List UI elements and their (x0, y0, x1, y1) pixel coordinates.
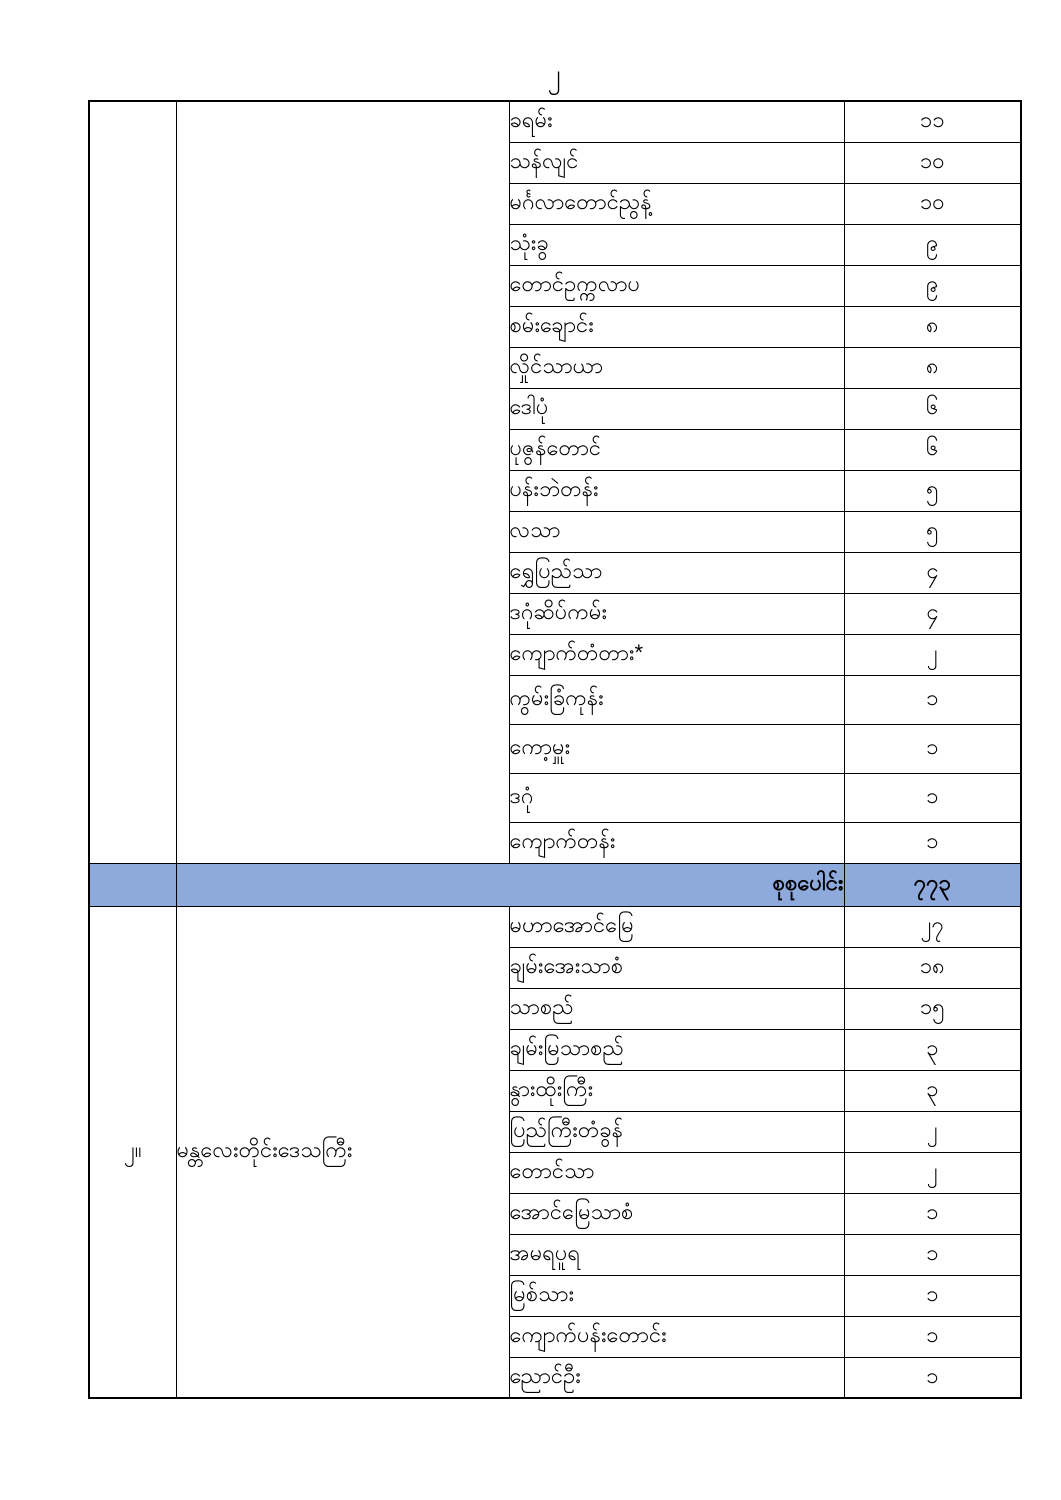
township-cell: ကျောက်ပန်းတောင်း (509, 1316, 844, 1357)
township-cell: မင်္ဂလာတောင်ညွန့် (509, 183, 844, 224)
count-cell: ၁၁ (844, 101, 1021, 142)
township-cell: မဟာအောင်မြေ (509, 906, 844, 947)
total-value-cell: ၇၇၃ (844, 863, 1021, 906)
total-serial-cell (89, 863, 176, 906)
count-cell: ၂ (844, 1111, 1021, 1152)
count-cell: ၄ (844, 552, 1021, 593)
section-region-cell (176, 101, 509, 863)
count-cell: ၁ (844, 724, 1021, 773)
township-count-table (88, 100, 1022, 1399)
section-region-cell: မန္တလေးတိုင်းဒေသကြီး (176, 906, 509, 1398)
township-cell: ကော့မှူး (509, 724, 844, 773)
count-cell: ၁၅ (844, 988, 1021, 1029)
count-cell: ၉ (844, 265, 1021, 306)
township-cell: နွားထိုးကြီး (509, 1070, 844, 1111)
count-cell: ၅ (844, 511, 1021, 552)
township-cell: ပုဇွန်တောင် (509, 429, 844, 470)
township-cell: သုံးခွ (509, 224, 844, 265)
township-cell: ဒေါပုံ (509, 388, 844, 429)
count-cell: ၁ (844, 675, 1021, 724)
township-cell: စမ်းချောင်း (509, 306, 844, 347)
page-number: ၂ (547, 59, 561, 89)
township-cell: ခရမ်း (509, 101, 844, 142)
count-cell: ၄ (844, 593, 1021, 634)
township-cell: ပြည်ကြီးတံခွန် (509, 1111, 844, 1152)
count-cell: ၃ (844, 1029, 1021, 1070)
township-cell: ချမ်းအေးသာစံ (509, 947, 844, 988)
township-cell: လှိုင်သာယာ (509, 347, 844, 388)
count-cell: ၁ (844, 1234, 1021, 1275)
township-cell: ညောင်ဦး (509, 1357, 844, 1398)
township-cell: တောင်သာ (509, 1152, 844, 1193)
count-cell: ၂ (844, 634, 1021, 675)
count-cell: ၁ (844, 1316, 1021, 1357)
township-cell: ချမ်းမြသာစည် (509, 1029, 844, 1070)
total-row (89, 863, 1021, 906)
count-cell: ၉ (844, 224, 1021, 265)
township-cell: သန်လျင် (509, 142, 844, 183)
count-cell: ၁ (844, 1357, 1021, 1398)
township-cell: ရွှေပြည်သာ (509, 552, 844, 593)
township-cell: ကွမ်းခြံကုန်း (509, 675, 844, 724)
township-cell: သာစည် (509, 988, 844, 1029)
township-cell: ကျောက်တန်း (509, 822, 844, 863)
count-cell: ၈ (844, 306, 1021, 347)
township-cell: လသာ (509, 511, 844, 552)
count-cell: ၃ (844, 1070, 1021, 1111)
table-body (89, 101, 1021, 1398)
count-cell: ၁ (844, 1193, 1021, 1234)
section-serial-cell: ၂။ (89, 906, 176, 1398)
count-cell: ၁၀ (844, 183, 1021, 224)
table-row (89, 101, 1021, 142)
count-cell: ၁ (844, 1275, 1021, 1316)
section-serial-cell (89, 101, 176, 863)
count-cell: ၆ (844, 388, 1021, 429)
township-cell: အောင်မြေသာစံ (509, 1193, 844, 1234)
count-cell: ၁၀ (844, 142, 1021, 183)
township-cell: ကျောက်တံတား* (509, 634, 844, 675)
township-cell: ဒဂုံ (509, 773, 844, 822)
count-cell: ၆ (844, 429, 1021, 470)
township-cell: အမရပူရ (509, 1234, 844, 1275)
township-cell: ဒဂုံဆိပ်ကမ်း (509, 593, 844, 634)
count-cell: ၅ (844, 470, 1021, 511)
count-cell: ၂၇ (844, 906, 1021, 947)
table-row (89, 906, 1021, 947)
total-label-cell: စုစုပေါင်း (176, 863, 844, 906)
township-cell: တောင်ဥက္ကလာပ (509, 265, 844, 306)
count-cell: ၁၈ (844, 947, 1021, 988)
count-cell: ၂ (844, 1152, 1021, 1193)
township-cell: ပန်းဘဲတန်း (509, 470, 844, 511)
township-cell: မြစ်သား (509, 1275, 844, 1316)
count-cell: ၁ (844, 773, 1021, 822)
count-cell: ၈ (844, 347, 1021, 388)
count-cell: ၁ (844, 822, 1021, 863)
